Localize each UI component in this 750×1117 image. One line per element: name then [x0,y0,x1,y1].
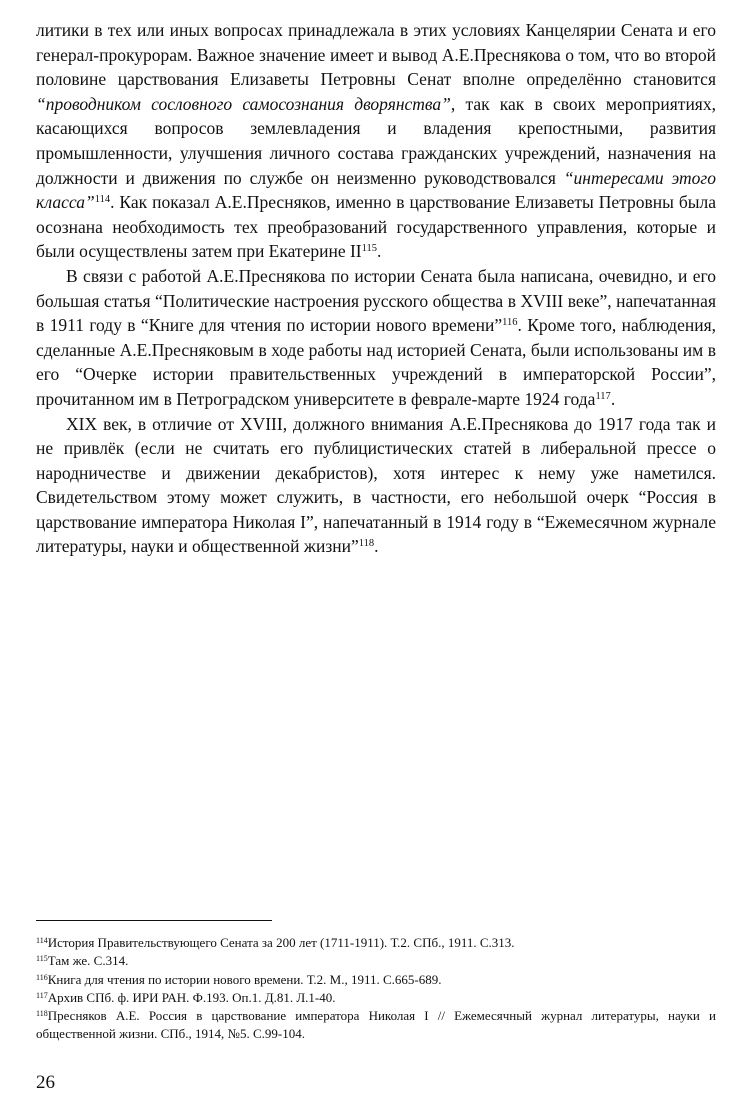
text-run: . Как показал А.Е.Пресняков, именно в царствование Елизаветы Петровны была осознана необходимость тех преобразований государственного управления, которые и были осуществлены затем при Екатерине II [36,192,716,262]
footnote-number: 115 [36,954,48,964]
footnote-text: Книга для чтения по истории нового времени. Т.2. М., 1911. С.665-689. [47,971,442,987]
footnote-ref[interactable]: 116 [502,317,518,329]
text-run: , так как в своих мероприятиях, касающихся вопросов землевладения и владения крепостными, развития промышленности, улучшения личного состава гражданских учреждений, назначения на должности и движения по службе он неизменно руководствовался [36,93,716,188]
text-run: . [377,241,382,262]
footnote-number: 117 [36,990,48,1000]
text-run: литики в тех или иных вопросах принадлежала в этих условиях Канцелярии Сената и его генерал-прокурорам. Важное значение имеет и вывод А.Е.Преснякова о том, что во второй половине царствования Елизаветы Петровны Сенат вполне определённо становится [36,20,716,90]
text-run: . [610,388,616,409]
footnote-ref[interactable]: 118 [358,538,375,550]
text-run: XIX век, в отличие от XVIII, должного внимания А.Е.Преснякова до 1917 года так и не привлёк (если не считать его публицистических статей в либеральной прессе о народничестве и движении декабристов), хотя интерес к нему уже наметился. Свидетельством этому может служить, в частности, его небольшой очерк “Россия в царствование императора Николая I”, напечатанный в 1914 году в “Ежемесячном журнале литературы, науки и общественной жизни” [36,413,716,557]
footnote-number: 118 [36,1009,48,1019]
text-run: . Кроме того, наблюдения, сделанные А.Е.Пресняковым в ходе работы над историей Сената, были использованы им в его “Очерке истории правительственных учреждений в императорской России”, прочитанном им в Петроградском университете в феврале-марте 1924 года [36,315,716,409]
footnote-text: Там же. С.314. [47,953,129,969]
italic-quote: “интересами этого класса” [36,167,716,213]
page-number: 26 [36,1072,55,1093]
paragraph-3 [36,412,716,560]
text-run: . [374,536,379,557]
footnote-text: Пресняков А.Е. Россия в царствование императора Николая I // Ежемесячный журнал литературы, науки и общественной жизни. СПб., 1914, №5. С.99-104. [36,1008,716,1042]
footnote [36,934,716,952]
footnote [36,989,716,1007]
footnote [36,971,716,989]
footnote-text: Архив СПб. ф. ИРИ РАН. Ф.193. Оп.1. Д.81. Л.1-40. [47,989,336,1005]
footnote-ref[interactable]: 115 [361,243,377,255]
text-run: В связи с работой А.Е.Преснякова по истории Сената была написана, очевидно, и его большая статья “Политические настроения русского общества в XVIII веке”, напечатанная в 1911 году в “Книге для чтения по истории нового времени” [36,265,716,336]
footnote-divider [36,920,272,921]
paragraph-2 [36,264,716,412]
footnote-ref[interactable]: 117 [595,390,611,402]
paragraph-1 [36,18,716,264]
footnote [36,952,716,970]
footnote-number: 116 [36,972,48,982]
body-text [36,18,716,559]
footnote-ref[interactable]: 114 [94,194,111,206]
footnote [36,1007,716,1044]
footnote-number: 114 [36,936,48,945]
footnote-text: История Правительствующего Сената за 200 лет (1711-1911). Т.2. СПб., 1911. С.313. [47,935,515,950]
italic-quote: “проводником сословного самосознания дворянства” [36,93,451,114]
footnotes [36,934,716,1044]
